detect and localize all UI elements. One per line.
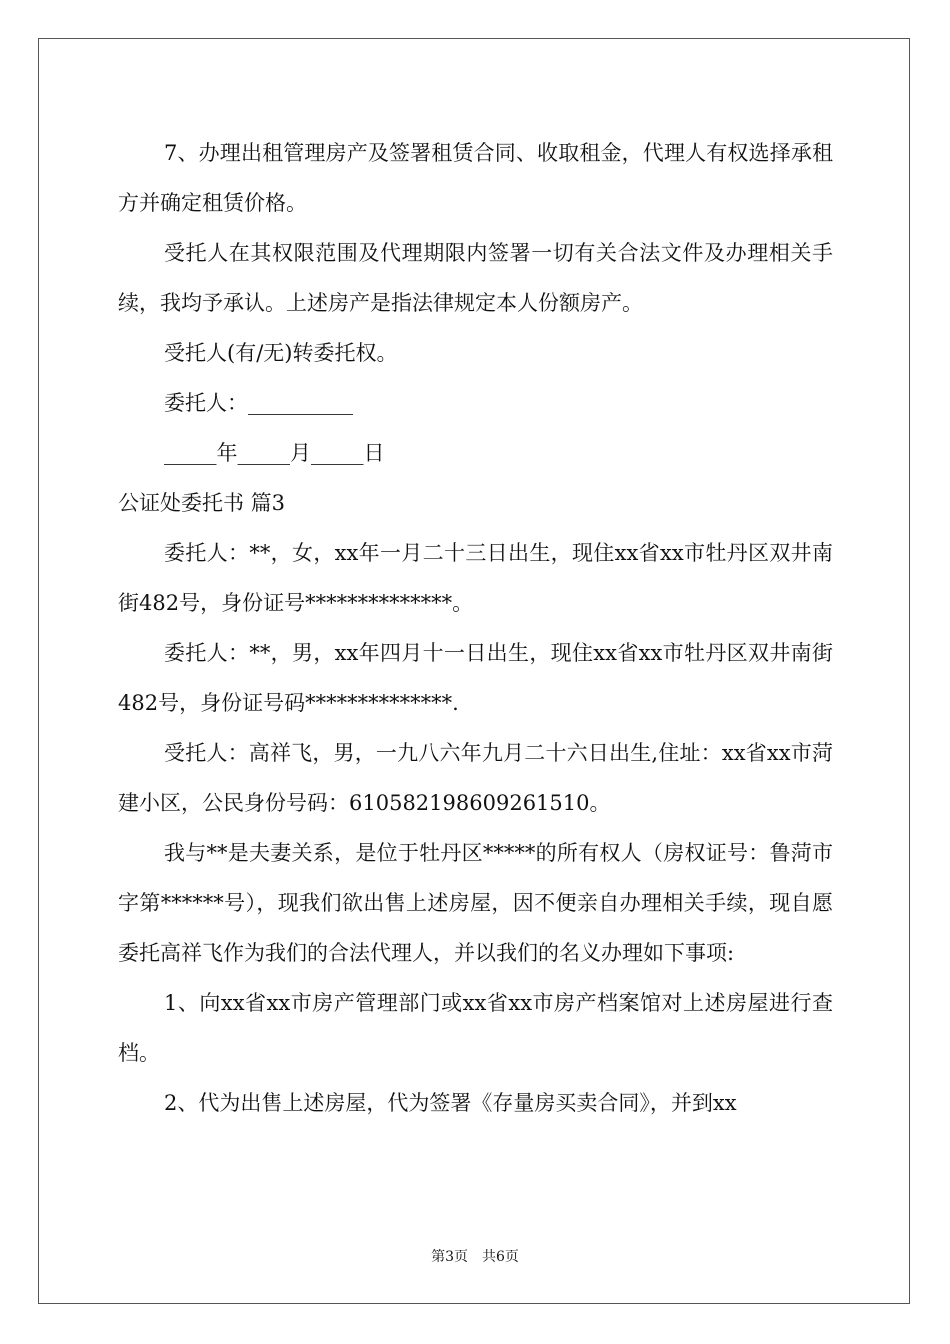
- paragraph-principal-1: 委托人：**，女，xx年一月二十三日出生，现住xx省xx市牡丹区双井南街482号，身份证号**************。: [118, 541, 833, 615]
- date-line: _____年_____月_____日: [164, 441, 385, 465]
- paragraph-agent: 受托人：高祥飞，男，一九八六年九月二十六日出生,住址：xx省xx市菏建小区，公民身份号码：610582198609261510。: [118, 741, 833, 815]
- paragraph-statement: 我与**是夫妻关系，是位于牡丹区*****的所有权人（房权证号：鲁菏市字第******号），现我们欲出售上述房屋，因不便亲自办理相关手续，现自愿委托高祥飞作为我们的合法代理人，并以我们的名义办理如下事项:: [118, 841, 833, 965]
- paragraph-item-2: 2、代为出售上述房屋，代为签署《存量房买卖合同》，并到xx: [164, 1091, 737, 1115]
- paragraph-authority: 受托人在其权限范围及代理期限内签署一切有关合法文件及办理相关手续，我均予承认。上述房产是指法律规定本人份额房产。: [118, 241, 833, 315]
- paragraph-principal-2: 委托人：**，男，xx年四月十一日出生，现住xx省xx市牡丹区双井南街482号，身份证号码**************.: [118, 641, 833, 715]
- section-title: 公证处委托书 篇3: [118, 491, 286, 515]
- signature-line: 委托人：__________: [164, 391, 353, 415]
- paragraph-item-7: 7、办理出租管理房产及签署租赁合同、收取租金，代理人有权选择承租方并确定租赁价格。: [118, 141, 833, 215]
- page-footer: 第3页 共6页: [431, 1249, 519, 1265]
- document-body: [118, 128, 833, 1128]
- paragraph-item-1: 1、向xx省xx市房产管理部门或xx省xx市房产档案馆对上述房屋进行查档。: [118, 991, 833, 1065]
- paragraph-subdelegation: 受托人(有/无)转委托权。: [164, 341, 398, 365]
